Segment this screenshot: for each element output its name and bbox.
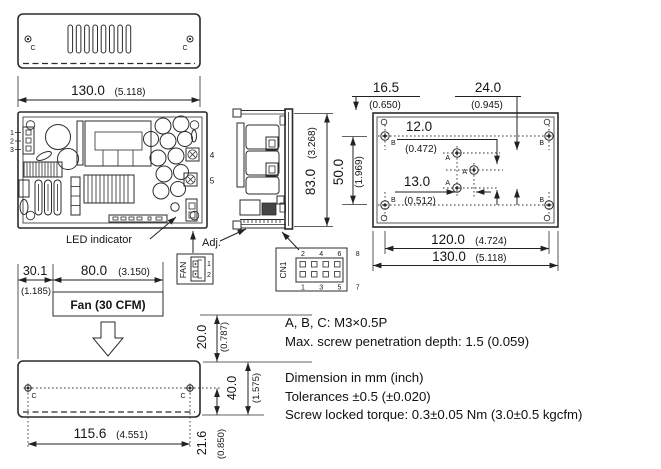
- note-screw-spec: A, B, C: M3×0.5P: [285, 315, 388, 330]
- bottom-view: [18, 361, 200, 417]
- input-terminal-block: [23, 127, 34, 154]
- dim-bottom-height: [202, 363, 264, 416]
- dim-value: 80.0: [80, 263, 108, 278]
- fan-pin-label: 2: [207, 272, 211, 279]
- dim-rear-hole-pitch-v: [331, 137, 367, 205]
- dim-value: 130.0: [71, 83, 105, 98]
- notes-block: [285, 314, 657, 425]
- hole-label-c: C: [180, 393, 186, 400]
- dim-value-inch: (3.268): [307, 127, 318, 159]
- dim-rear-a-offset: [455, 80, 521, 205]
- hole-label-b: B: [391, 197, 396, 204]
- note-torque: Screw locked torque: 0.3±0.05 Nm (3.0±0.5 kgcfm): [285, 407, 583, 422]
- front-view-inner: [23, 117, 202, 223]
- dim-value: 20.0: [195, 324, 209, 350]
- dim-bottom-hole-pitch: [28, 393, 190, 449]
- side-view: [233, 109, 293, 229]
- front-components: [19, 116, 199, 222]
- front-view-outline: [18, 112, 207, 228]
- cn1-top-pin-numbers: 2 4 6 8: [301, 251, 366, 258]
- cn1-connector-detail: [276, 232, 366, 292]
- screw-hole-c-bottom-right: [186, 384, 195, 393]
- led-indicator-label: LED indicator: [66, 234, 133, 246]
- dim-value: 21.6: [195, 430, 209, 456]
- dim-bottom-hole-offset: [194, 388, 227, 459]
- fan-cfm-label: Fan (30 CFM): [70, 298, 146, 312]
- fan-area: [53, 292, 163, 356]
- dim-value-inch: (1.575): [251, 372, 262, 404]
- dim-value-inch: (5.118): [475, 253, 507, 264]
- dim-value: 115.6: [73, 426, 107, 441]
- cn1-leader-line: [282, 232, 299, 250]
- potentiometer-5: [184, 173, 197, 186]
- airflow-arrow-icon: [93, 322, 123, 356]
- dim-value: 130.0: [432, 249, 466, 264]
- dim-rear-a-pitch-h: [395, 174, 491, 207]
- dim-value-inch: (4.724): [475, 236, 507, 247]
- hole-label-c: C: [30, 45, 36, 52]
- pot-label-4: 4: [209, 150, 215, 160]
- front-view: [10, 112, 215, 228]
- hole-label-b: B: [539, 197, 544, 204]
- fan-connector-label: FAN: [178, 261, 188, 279]
- dim-rear-hole-pitch-h: [385, 231, 549, 254]
- side-components: [237, 123, 284, 223]
- dim-value: 16.5: [372, 80, 400, 95]
- dim-value-inch: (0.650): [369, 100, 401, 111]
- adj-leader-line: [220, 229, 246, 241]
- screw-hole-c-bottom-left: [24, 384, 33, 393]
- dim-value-inch: (3.150): [118, 267, 150, 278]
- note-tolerances: Tolerances ±0.5 (±0.020): [285, 388, 431, 404]
- hole-label-c: C: [182, 45, 188, 52]
- vent-slots: [68, 25, 131, 53]
- rear-view: [373, 113, 558, 227]
- top-view: [18, 14, 200, 68]
- fan-pin-label: 1: [207, 261, 211, 268]
- dim-value: 40.0: [225, 375, 239, 401]
- led-component: [171, 203, 179, 211]
- dim-rear-total-height: [294, 114, 333, 227]
- bottom-view-outline: [18, 361, 200, 417]
- dim-value: 12.0: [405, 119, 433, 134]
- terminal-pin-label: 1: [10, 130, 14, 137]
- dim-value-inch: (0.512): [404, 196, 436, 207]
- hole-label-c: C: [31, 393, 37, 400]
- dim-value: 83.0: [303, 168, 318, 196]
- adj-label: Adj.: [202, 237, 221, 249]
- cn1-label: CN1: [278, 261, 288, 279]
- terminal-pin-label: 2: [10, 138, 14, 146]
- hole-label-a: A: [445, 155, 450, 162]
- cn1-bottom-pin-numbers: 1 3 5 7: [301, 284, 366, 292]
- hole-label-a: A: [462, 169, 467, 176]
- dim-value-inch: (1.969): [354, 156, 365, 188]
- dim-rear-edge-offset: [352, 80, 420, 111]
- hole-label-b: B: [391, 140, 396, 147]
- dim-value: 13.0: [403, 174, 431, 189]
- dim-value-inch: (0.850): [216, 428, 227, 460]
- dim-value-inch: (4.551): [116, 430, 148, 441]
- dim-value: 120.0: [431, 232, 465, 247]
- note-dimension-unit: Dimension in mm (inch): [285, 370, 424, 385]
- note-penetration: Max. screw penetration depth: 1.5 (0.059): [285, 333, 530, 349]
- dim-value: 50.0: [331, 158, 346, 186]
- dim-value-inch: (1.185): [20, 286, 52, 297]
- dim-value-inch: (0.472): [405, 144, 437, 155]
- dim-rear-width: [373, 231, 558, 271]
- screw-hole-c-top-left: [25, 36, 31, 42]
- pot-label-5: 5: [209, 175, 215, 186]
- dim-value-inch: (5.118): [114, 87, 146, 98]
- dim-value-inch: (0.945): [471, 100, 503, 111]
- cn1-pins: [300, 262, 340, 278]
- dim-value: 24.0: [474, 80, 502, 95]
- hole-label-a: A: [445, 180, 450, 187]
- hole-label-b: B: [539, 140, 544, 147]
- dim-side-offset: [18, 264, 53, 359]
- dim-value: 30.1: [22, 264, 48, 278]
- terminal-pin-label: 3: [10, 147, 14, 154]
- screw-hole-c-top-right: [187, 36, 193, 42]
- dim-top-width: [18, 76, 200, 107]
- dim-value-inch: (0.787): [219, 321, 230, 353]
- potentiometer-4: [186, 148, 199, 161]
